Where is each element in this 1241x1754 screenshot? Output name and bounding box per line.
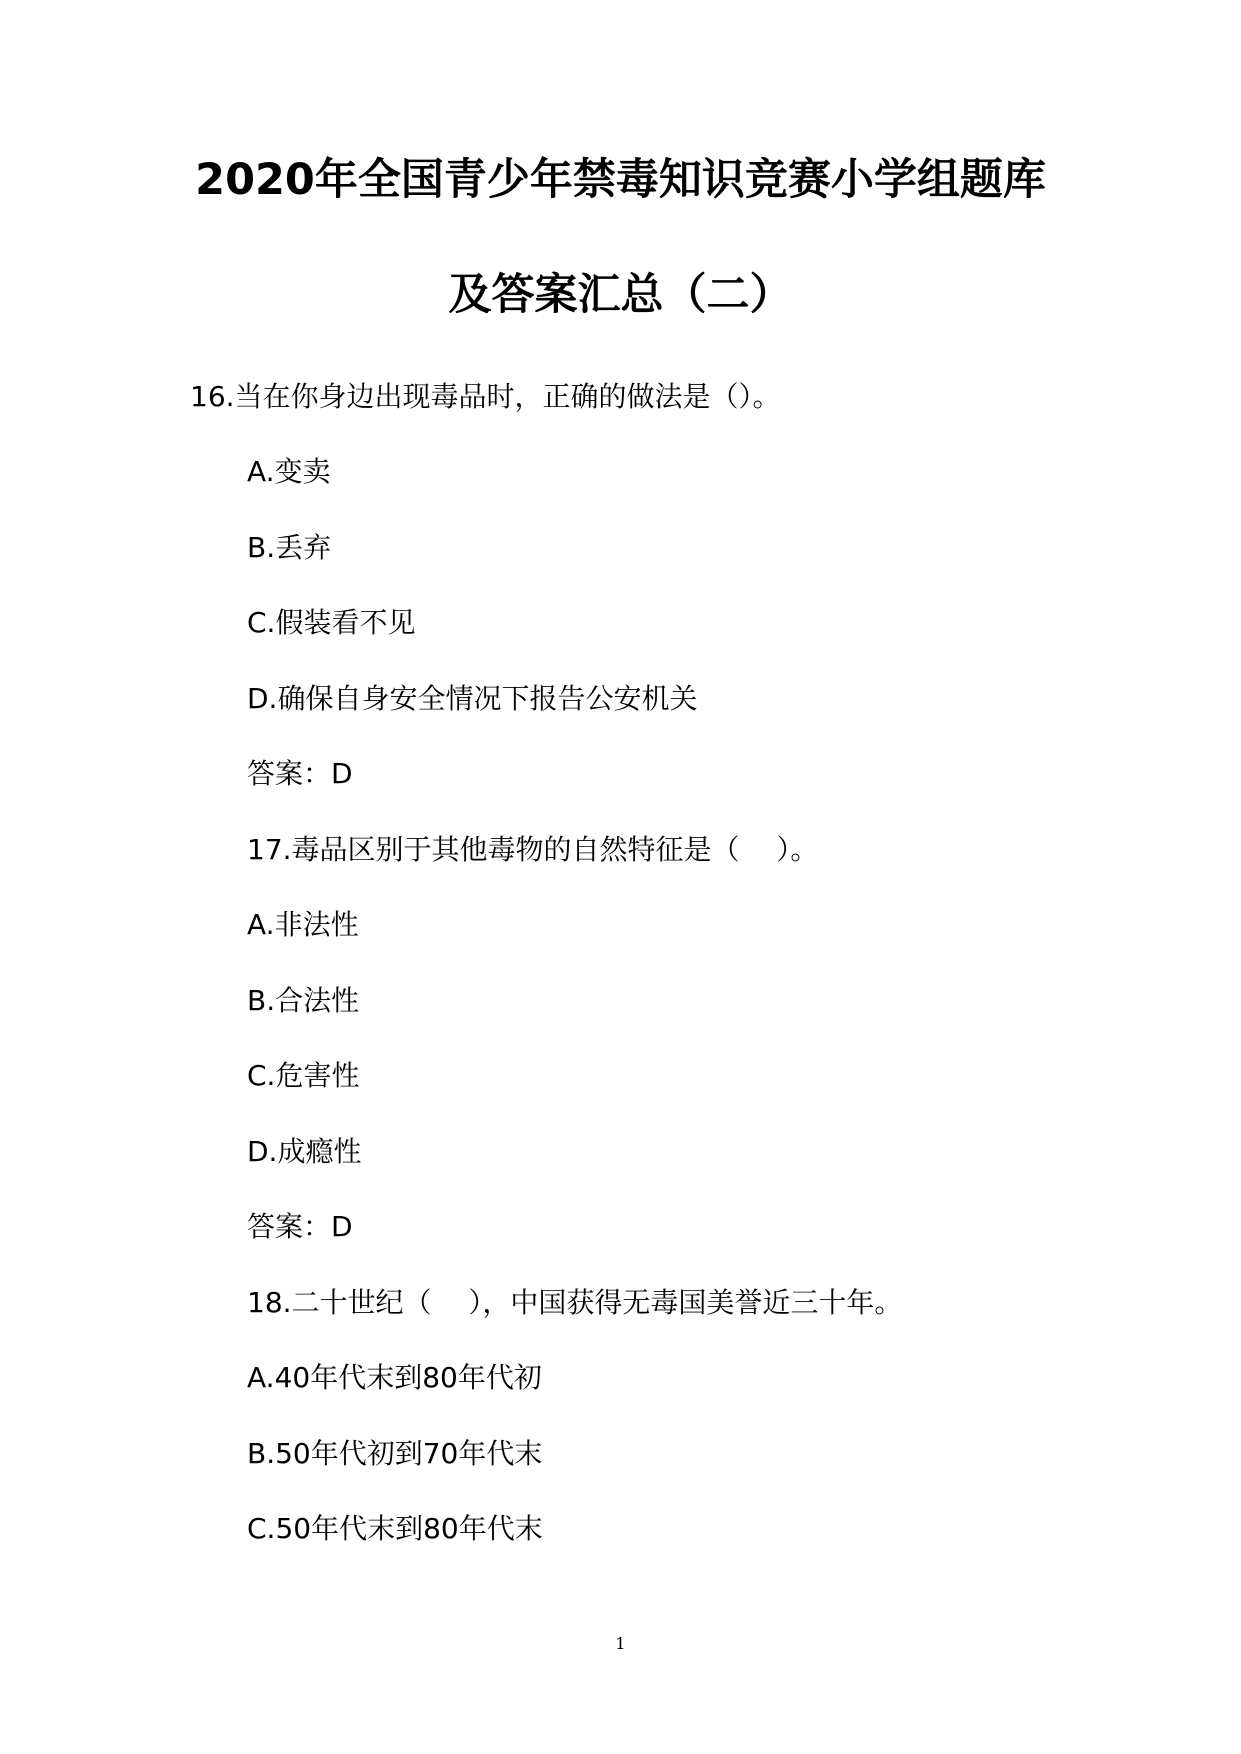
question-17-option-b: B.合法性 (247, 984, 360, 1017)
question-16-stem: 16.当在你身边出现毒品时，正确的做法是（）。 (190, 380, 781, 413)
page-number: 1 (615, 1634, 626, 1653)
question-16-option-d: D.确保自身安全情况下报告公安机关 (247, 682, 698, 715)
question-17-answer: 答案：D (247, 1210, 353, 1243)
question-18-option-c: C.50年代末到80年代末 (247, 1512, 543, 1545)
document-title-line-1: 2020年全国青少年禁毒知识竞赛小学组题库 (195, 155, 1046, 205)
question-17-option-d: D.成瘾性 (247, 1135, 362, 1168)
document-title-line-2: 及答案汇总（二） (448, 270, 793, 320)
question-18-option-a: A.40年代末到80年代初 (247, 1361, 542, 1394)
question-16-answer: 答案：D (247, 757, 353, 790)
question-16-option-c: C.假装看不见 (247, 606, 416, 639)
question-16-option-a: A.变卖 (247, 455, 331, 488)
question-17-stem: 17.毒品区别于其他毒物的自然特征是（ ）。 (247, 833, 819, 866)
question-16-option-b: B.丢弃 (247, 531, 332, 564)
question-18-stem: 18.二十世纪（ ），中国获得无毒国美誉近三十年。 (247, 1286, 903, 1319)
question-17-option-c: C.危害性 (247, 1059, 360, 1092)
question-17-option-a: A.非法性 (247, 908, 359, 941)
question-18-option-b: B.50年代初到70年代末 (247, 1437, 543, 1470)
